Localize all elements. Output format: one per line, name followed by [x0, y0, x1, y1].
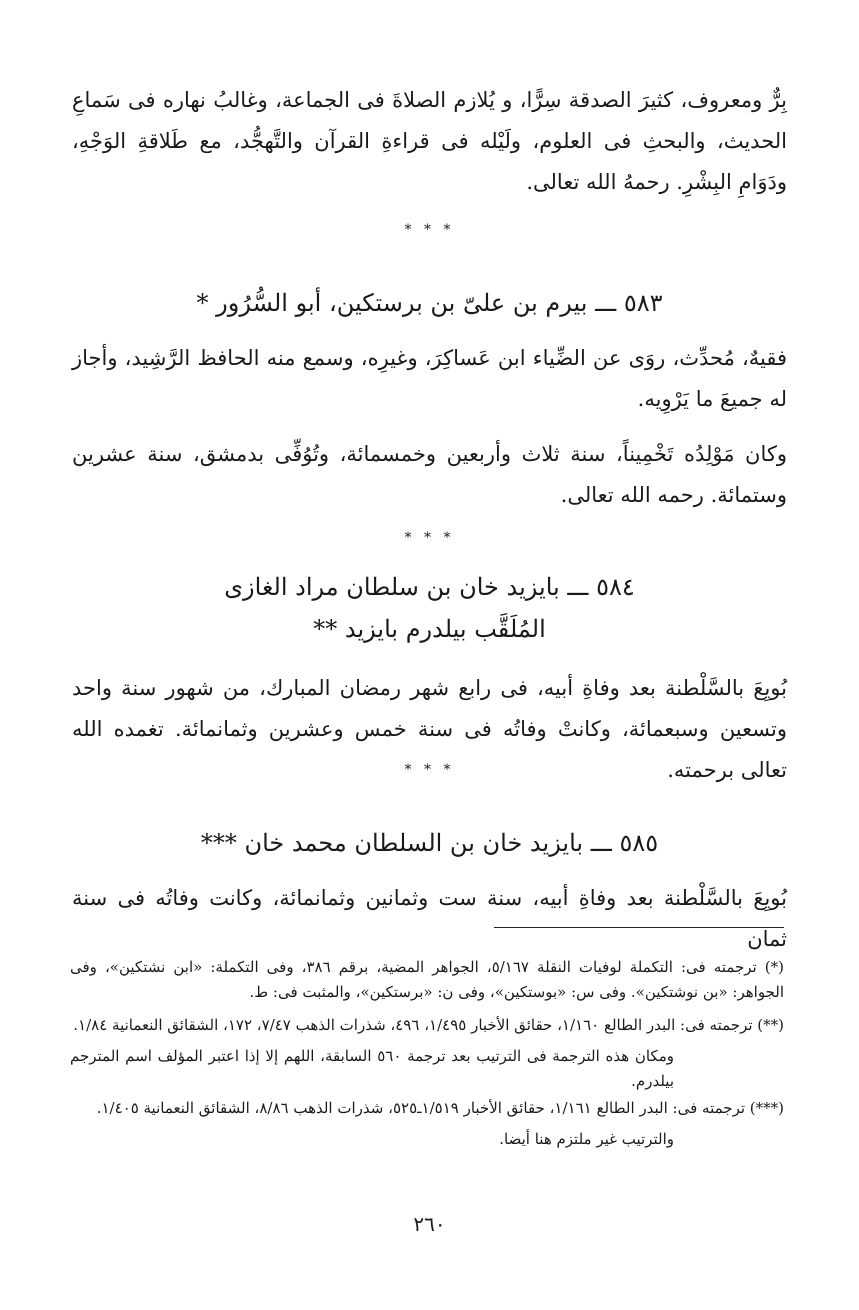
footnote-3-note: والترتيب غير ملتزم هنا أيضا.	[499, 1130, 674, 1148]
page-number: ٢٦٠	[413, 1212, 446, 1236]
entry-584-heading-line-1: ٥٨٤ ـــ بايزيد خان بن سلطان مراد الغازى	[224, 573, 635, 601]
paragraph-continuation	[72, 80, 787, 203]
footnote-divider	[494, 927, 784, 928]
paragraph-text: بِرٌّ ومعروف، كثيرَ الصدقة سِرًّا، و يُلازم الصلاةَ فى الجماعة، وغالبُ نهاره فى سَماعِ الحديث، والبحثِ فى العلوم، ولَيْله فى قراءةِ القرآن والتَّهجُّد، مع طَلاقةِ الوَجْهِ، ودَوَامِ البِشْرِ. رحمهُ الله تعالى.	[72, 88, 787, 194]
paragraph-text: بُويِعَ بالسَّلْطنة بعد وفاةِ أبيه، سنة ست وثمانين وثمانمائة، وكانت وفاتُه فى سنة ثمان	[72, 886, 787, 951]
entry-583-heading: ٥٨٣ ـــ بيرم بن علىّ بن برستكين، أبو السُّرُور *	[196, 289, 663, 317]
footnote-2: (**) ترجمته فى: البدر الطالع ١/١٦٠، حقائق الأخبار ١/٤٩٥، ٤٩٦، شذرات الذهب ٧/٤٧، ١٧٢، الشقائق النعمانية ١/٨٤.	[73, 1016, 784, 1034]
footnote-3: (***) ترجمته فى: البدر الطالع ١/١٦١، حقائق الأخبار ١/٥١٩ـ٥٢٥، شذرات الذهب ٨/٨٦، الشقائق النعمانية ١/٤٠٥.	[96, 1099, 784, 1117]
section-separator: * * *	[404, 762, 455, 778]
entry-583-paragraph-2	[72, 434, 787, 516]
entry-584-heading-line-2: المُلَقَّب بيلدرم بايزيد **	[313, 615, 546, 643]
paragraph-text: فقيهٌ، مُحدِّث، روَى عن الضِّياء ابن عَساكِرَ، وغيرِه، وسمع منه الحافظ الرَّشِيد، وأجاز له جميعَ ما يَرْوِيه.	[72, 346, 787, 411]
footnote-2-note: ومكان هذه الترجمة فى الترتيب بعد ترجمة ٥٦٠ السابقة، اللهم إلا إذا اعتبر المؤلف اسم المترجم بيلدرم.	[70, 1047, 674, 1090]
entry-585-paragraph-1	[72, 878, 787, 960]
footnote-1: (*) ترجمته فى: التكملة لوفيات النقلة ٥/١٦٧، الجواهر المضية، برقم ٣٨٦، وفى التكملة: «ابن نشتكين»، وفى الجواهر: «بن نوشتكين». وفى س: «بوستكين»، وفى ن: «برستكين»، والمثبت فى: ط.	[70, 958, 784, 1001]
footnotes	[70, 955, 784, 1152]
paragraph-text: وكان مَوْلِدُه تَخْمِيناً، سنة ثلاث وأربعين وخمسمائة، وتُوُفِّى بدمشق، سنة عشرين وستمائة. رحمه الله تعالى.	[72, 442, 787, 507]
section-separator: * * *	[404, 222, 455, 238]
section-separator: * * *	[404, 530, 455, 546]
paragraph-text: بُويِعَ بالسَّلْطنة بعد وفاةِ أبيه، فى رابع شهر رمضان المبارك، من شهور سنة واحد وتسعين وسبعمائة، وكانتْ وفاتُه فى سنة خمس وعشرين وثمانمائة. تغمده الله تعالى برحمته.	[72, 676, 787, 782]
entry-583-paragraph-1	[72, 338, 787, 420]
entry-585-heading: ٥٨٥ ـــ بايزيد خان بن السلطان محمد خان ***	[200, 829, 659, 857]
